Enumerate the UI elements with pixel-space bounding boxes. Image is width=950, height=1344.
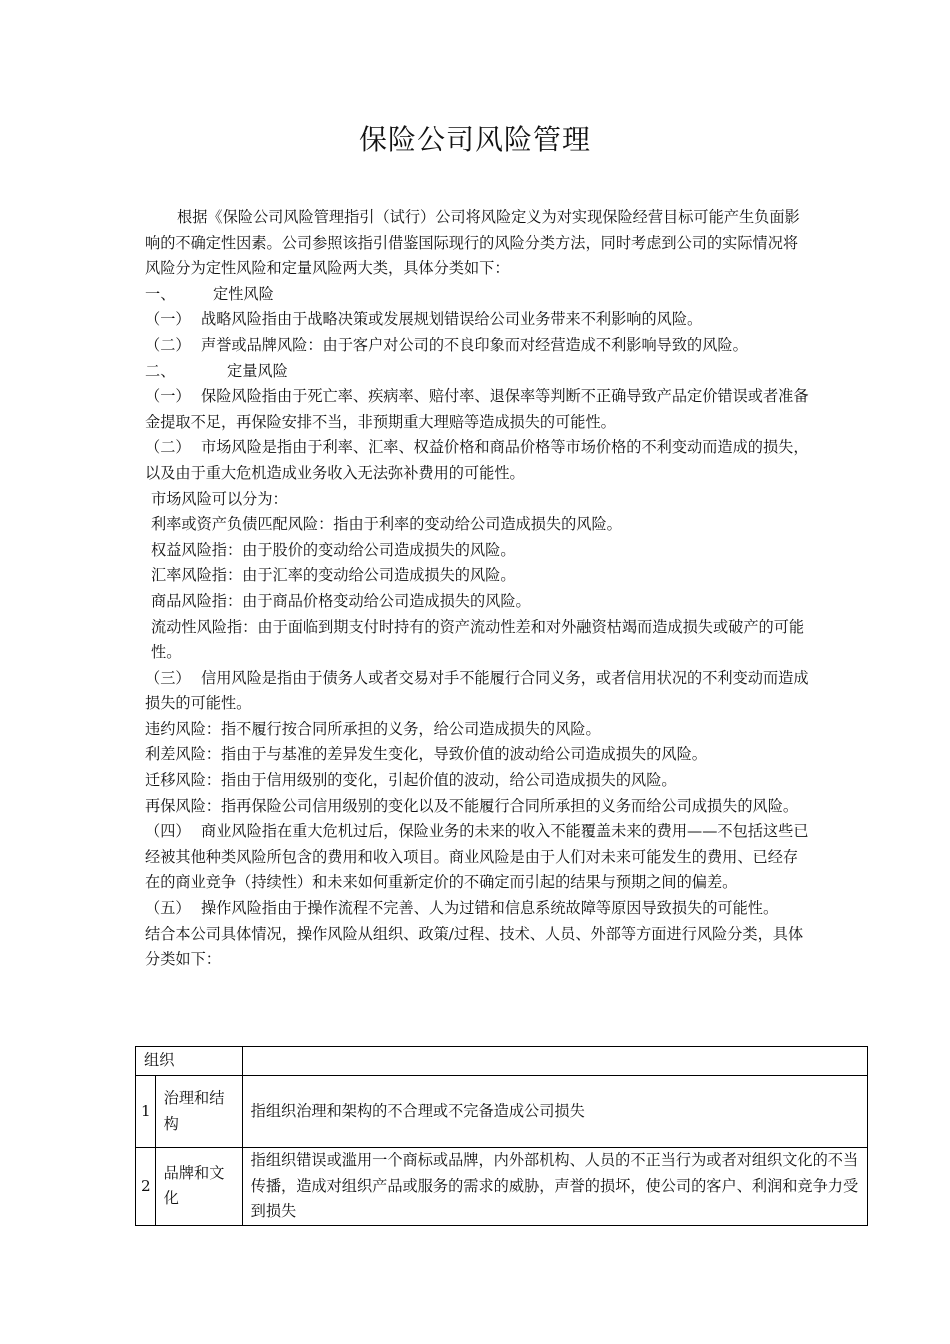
credit-item: 迁移风险：指由于信用级别的变化，引起价值的波动，给公司造成损失的风险。 — [145, 771, 677, 790]
item-number: （四） — [145, 822, 191, 841]
table-row — [136, 1076, 868, 1148]
list-item — [145, 896, 813, 922]
table-row — [136, 1148, 868, 1226]
item-number: （三） — [145, 668, 191, 687]
list-item — [145, 307, 813, 333]
item-text: 保险风险指由于死亡率、疾病率、赔付率、退保率等判断不正确导致产品定价错误或者准备金提取不足，再保险安排不当，非预期重大理赔等造成损失的可能性。 — [145, 387, 809, 431]
table-header-cell: 组织 — [136, 1047, 243, 1076]
list-item — [145, 666, 813, 717]
row-description: 指组织错误或滥用一个商标或品牌，内外部机构、人员的不正当行为或者对组织文化的不当传播，造成对组织产品或服务的需求的威胁，声誉的损坏，使公司的客户、利润和竞争力受到损失 — [242, 1148, 867, 1226]
item-text: 战略风险指由于战略决策或发展规划错误给公司业务带来不利影响的风险。 — [201, 310, 703, 329]
section-label: 定量风险 — [227, 361, 288, 380]
credit-item: 再保风险：指再保险公司信用级别的变化以及不能履行合同所承担的义务而给公司成损失的风险。 — [145, 796, 799, 815]
document-title: 保险公司风险管理 — [358, 123, 591, 156]
credit-item: 违约风险：指不履行按合同所承担的义务，给公司造成损失的风险。 — [145, 719, 601, 738]
section-number: 二、 — [145, 361, 176, 380]
item-text: 信用风险是指由于债务人或者交易对手不能履行合同义务，或者信用状况的不利变动而造成损失的可能性。 — [145, 668, 809, 713]
table-header-empty — [242, 1047, 867, 1076]
list-item — [145, 435, 813, 486]
risk-table — [135, 1046, 868, 1226]
list-item — [145, 819, 813, 896]
section-heading-qualitative — [145, 282, 813, 308]
closing-paragraph: 结合本公司具体情况，操作风险从组织、政策/过程、技术、人员、外部等方面进行风险分类，具体分类如下： — [145, 924, 804, 969]
row-description: 指组织治理和架构的不合理或不完备造成公司损失 — [242, 1076, 867, 1148]
market-item: 权益风险指：由于股价的变动给公司造成损失的风险。 — [151, 540, 516, 559]
market-item: 商品风险指：由于商品价格变动给公司造成损失的风险。 — [151, 591, 531, 610]
intro-paragraph: 根据《保险公司风险管理指引（试行）公司将风险定义为对实现保险经营目标可能产生负面影响的不确定性因素。公司参照该指引借鉴国际现行的风险分类方法，同时考虑到公司的实际情况将风险分为定性风险和定量风险两大类，具体分类如下： — [145, 208, 800, 278]
item-number: （五） — [145, 899, 191, 918]
market-item: 汇率风险指：由于汇率的变动给公司造成损失的风险。 — [151, 566, 516, 585]
section-heading-quantitative — [145, 359, 813, 385]
item-number: （二） — [145, 335, 191, 354]
item-text: 声誉或品牌风险：由于客户对公司的不良印象而对经营造成不利影响导致的风险。 — [201, 335, 748, 354]
item-number: （一） — [145, 387, 191, 406]
market-item: 利率或资产负债匹配风险：指由于利率的变动给公司造成损失的风险。 — [151, 515, 622, 534]
credit-item: 利差风险：指由于与基准的差异发生变化，导致价值的波动给公司造成损失的风险。 — [145, 745, 707, 764]
item-number: （一） — [145, 310, 191, 329]
market-intro: 市场风险可以分为： — [151, 489, 288, 508]
item-text: 商业风险指在重大危机过后，保险业务的未来的收入不能覆盖未来的费用——不包括这些已经被其他种类风险所包含的费用和收入项目。商业风险是由于人们对未来可能发生的费用、已经存在的商业竞争（持续性）和未来如何重新定价的不确定而引起的结果与预期之间的偏差。 — [145, 822, 809, 892]
section-label: 定性风险 — [213, 284, 274, 303]
row-category: 品牌和文化 — [155, 1148, 242, 1226]
document-body — [145, 205, 813, 973]
table-header-row — [136, 1047, 868, 1076]
item-text: 市场风险是指由于利率、汇率、权益价格和商品价格等市场价格的不利变动而造成的损失，以及由于重大危机造成业务收入无法弥补费用的可能性。 — [145, 438, 809, 482]
item-text: 操作风险指由于操作流程不完善、人为过错和信息系统故障等原因导致损失的可能性。 — [201, 899, 779, 918]
market-item: 流动性风险指：由于面临到期支付时持有的资产流动性差和对外融资枯竭而造成损失或破产的可能性。 — [151, 617, 805, 662]
section-number: 一、 — [145, 284, 176, 303]
row-number: 2 — [136, 1148, 156, 1226]
row-category: 治理和结构 — [155, 1076, 242, 1148]
row-number: 1 — [136, 1076, 156, 1148]
list-item — [145, 384, 813, 435]
item-number: （二） — [145, 438, 191, 457]
list-item — [145, 333, 813, 359]
